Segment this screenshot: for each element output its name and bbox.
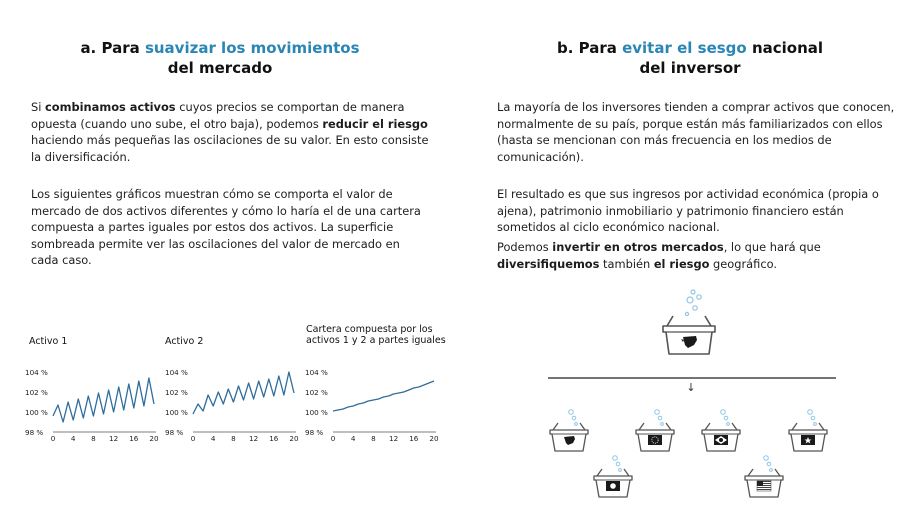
- series-line: [333, 381, 434, 411]
- y-tick-label: 102 %: [25, 388, 48, 397]
- y-tick-label: 100 %: [305, 408, 328, 417]
- text-segment: La mayoría de los inversores tienden a comprar activos que conocen, normalmente de su país, porque están más familiarizados con ellos (hasta se mencionan con más frecuencia en los medios de comunicación).: [497, 100, 895, 164]
- left-title: [30, 38, 410, 78]
- chart-3-title: Cartera compuesta por los activos 1 y 2 a partes iguales: [306, 324, 446, 346]
- hongkong-flag: [801, 435, 815, 445]
- text-segment: Los siguientes gráficos muestran cómo se comporta el valor de mercado de dos activos diferentes y cómo lo haría el de una cartera compuesta a partes iguales por estos dos activos. La superficie sombreada permite ver las oscilaciones del valor de mercado en cada caso.: [31, 187, 421, 267]
- y-tick-label: 104 %: [305, 368, 328, 377]
- text-segment: Si: [31, 100, 46, 114]
- left-title-prefix: a. Para: [80, 39, 145, 57]
- text-segment: geográfico.: [709, 256, 777, 271]
- bubbles: [808, 410, 817, 426]
- chart-activo-1: [20, 350, 160, 450]
- x-tick-label: 20: [289, 434, 299, 443]
- bubbles: [685, 290, 701, 316]
- right-title-accent: evitar el sesgo: [622, 39, 747, 57]
- bold-text: invertir en otros mercados: [552, 240, 724, 254]
- text-segment: haciendo más pequeñas las oscilaciones de su valor. En esto consiste la diversificación.: [31, 133, 429, 164]
- chart-2-title: Activo 2: [165, 336, 204, 347]
- series-line: [53, 378, 154, 422]
- y-tick-label: 104 %: [165, 368, 188, 377]
- basket-japan: [594, 456, 632, 497]
- x-tick-label: 4: [210, 434, 216, 443]
- main-basket: [663, 290, 715, 354]
- x-tick-label: 12: [249, 434, 259, 443]
- x-tick-label: 0: [50, 434, 56, 443]
- basket-spain: [550, 410, 588, 451]
- y-tick-label: 98 %: [165, 428, 184, 437]
- y-tick-label: 102 %: [165, 388, 188, 397]
- chart-cartera: [300, 350, 440, 450]
- x-tick-label: 12: [109, 434, 119, 443]
- basket-icon: [663, 316, 715, 354]
- x-tick-label: 4: [70, 434, 76, 443]
- text-segment: cuyos precios se comportan de manera opuesta (cuando uno sube, el otro baja), podemos: [31, 100, 405, 131]
- x-tick-label: 8: [371, 434, 376, 443]
- x-tick-label: 8: [91, 434, 96, 443]
- usa-flag: [757, 481, 771, 491]
- x-tick-label: 20: [429, 434, 439, 443]
- right-paragraph-3: [497, 239, 897, 272]
- bold-text: reducir el riesgo: [322, 116, 428, 131]
- bold-text: diversifiquemos: [497, 256, 600, 271]
- x-tick-label: 0: [190, 434, 196, 443]
- right-paragraph-2: [497, 186, 897, 236]
- text-segment: , lo que hará que: [723, 240, 821, 254]
- chart-1-title: Activo 1: [29, 336, 68, 347]
- bubbles: [721, 410, 730, 426]
- basket-hongkong: [789, 410, 827, 451]
- y-tick-label: 98 %: [305, 428, 324, 437]
- bubbles: [613, 456, 622, 472]
- bubbles: [569, 410, 578, 426]
- brazil-flag: [714, 435, 728, 445]
- arrow-icon: ↓: [686, 381, 696, 394]
- left-title-line2: del mercado: [167, 59, 273, 77]
- y-tick-label: 102 %: [305, 388, 328, 397]
- x-tick-label: 8: [231, 434, 236, 443]
- basket-brazil: [702, 410, 740, 451]
- bubbles: [655, 410, 664, 426]
- right-title-suffix: nacional: [746, 39, 824, 57]
- y-tick-label: 100 %: [165, 408, 188, 417]
- chart-activo-2: [160, 350, 300, 450]
- left-paragraph-1: [31, 99, 441, 165]
- y-tick-label: 98 %: [25, 428, 44, 437]
- eu-flag: [648, 435, 662, 445]
- series-line: [193, 372, 294, 414]
- basket-eu: [636, 410, 674, 451]
- basket-usa: [745, 456, 783, 497]
- text-segment: también: [599, 256, 654, 271]
- right-title-prefix: b. Para: [556, 39, 623, 57]
- x-tick-label: 16: [269, 434, 279, 443]
- right-paragraph-1: [497, 99, 895, 165]
- right-title-line2: del inversor: [639, 59, 741, 77]
- left-paragraph-2: [31, 186, 423, 269]
- bubbles: [764, 456, 773, 472]
- geographic-diversification-diagram: [530, 288, 850, 516]
- japan-flag: [606, 481, 620, 491]
- x-tick-label: 16: [409, 434, 419, 443]
- y-tick-label: 100 %: [25, 408, 48, 417]
- bold-text: combinamos activos: [45, 100, 176, 114]
- x-tick-label: 0: [330, 434, 336, 443]
- left-title-accent: suavizar los movimientos: [144, 39, 360, 57]
- x-tick-label: 20: [149, 434, 159, 443]
- text-segment: Podemos: [497, 240, 553, 254]
- x-tick-label: 12: [389, 434, 399, 443]
- x-tick-label: 4: [350, 434, 356, 443]
- right-title: [480, 38, 900, 78]
- y-tick-label: 104 %: [25, 368, 48, 377]
- bold-text: el riesgo: [653, 256, 710, 271]
- x-tick-label: 16: [129, 434, 139, 443]
- text-segment: El resultado es que sus ingresos por actividad económica (propia o ajena), patrimonio inmobiliario y patrimonio financiero están sometidos al ciclo económico nacional.: [497, 187, 879, 234]
